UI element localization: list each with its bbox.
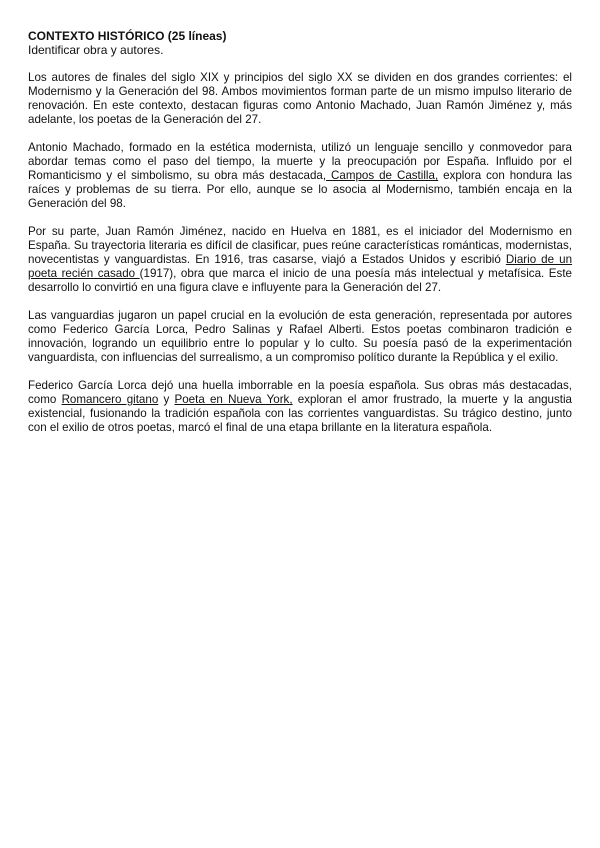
paragraph-text: exploran el amor frustrado, la muerte y la angustia existencial, fusionando la tradición española con las corrientes vanguardistas. Su trágico destino, junto con el exilio de otros poetas, marcó el final de una etapa brillante en la literatura española.: [28, 393, 573, 434]
work-title-campos-de-castilla: Campos de Castilla,: [326, 169, 439, 182]
paragraph-lorca: [28, 379, 572, 435]
work-title-poeta-en-nueva-york: Poeta en Nueva York,: [174, 393, 293, 406]
paragraph-intro: Los autores de finales del siglo XIX y principios del siglo XX se dividen en dos grandes corrientes: el Modernismo y la Generación del 98. Ambos movimientos forman parte de un mismo impulso literario de renovación. En este contexto, destacan figuras como Antonio Machado, Juan Ramón Jiménez y, más adelante, los poetas de la Generación del 27.: [28, 71, 572, 126]
paragraph-machado: [28, 141, 572, 211]
document-page: [28, 29, 572, 449]
paragraph-text: y: [158, 393, 175, 406]
work-title-diario: Diario de un poeta recién casado: [28, 253, 573, 280]
paragraph-jimenez: [28, 225, 572, 295]
section-instruction: Identificar obra y autores.: [28, 43, 164, 57]
paragraph-text: Antonio Machado, formado en la estética modernista, utilizó un lenguaje sencillo y conmovedor para abordar temas como el paso del tiempo, la muerte y la preocupación por España. Influido por el Romanticismo y el simbolismo, su obra más destacada,: [28, 141, 572, 182]
paragraph-text: Por su parte, Juan Ramón Jiménez, nacido en Huelva en 1881, es el iniciador del Modernismo en España. Su trayectoria literaria es difícil de clasificar, pues reúne características románticas, modernistas, novecentistas y vanguardistas. En 1916, tras casarse, viajó a Estados Unidos y escribió: [28, 225, 572, 266]
paragraph-vanguardias: Las vanguardias jugaron un papel crucial en la evolución de esta generación, representada por autores como Federico García Lorca, Pedro Salinas y Rafael Alberti. Estos poetas combinaron tradición e innovación, logrando un equilibrio entre lo popular y lo culto. Su poesía pasó de la experimentación vanguardista, con influencias del surrealismo, a un compromiso político durante la República y el exilio.: [28, 309, 572, 364]
paragraph-text: Federico García Lorca dejó una huella imborrable en la poesía española. Sus obras más destacadas, como: [28, 379, 572, 406]
section-title: CONTEXTO HISTÓRICO (25 líneas): [28, 29, 227, 43]
paragraph-text: explora con hondura las raíces y problemas de su tierra. Por ello, aunque se lo asocia al Modernismo, también encaja en la Generación del 98.: [28, 169, 573, 210]
work-title-romancero-gitano: Romancero gitano: [61, 393, 159, 406]
paragraph-text: (1917), obra que marca el inicio de una poesía más intelectual y metafísica. Este desarrollo lo convirtió en una figura clave e influyente para la Generación del 27.: [28, 267, 572, 294]
